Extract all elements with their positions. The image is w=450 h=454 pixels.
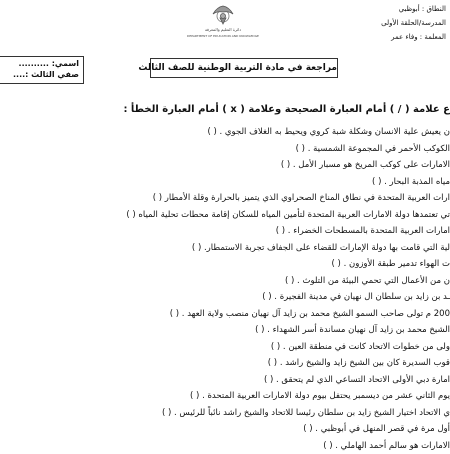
- statement-item[interactable]: ـد بن زايد بن سلطان ال نهيان في مدينة الفجيرة . ( ): [0, 289, 450, 306]
- instruction-heading: ع علامة ( / ) أمام العبارة الصحيحة وعلامة ( x ) أمام العبارة الخطأ :: [123, 104, 450, 115]
- statement-item[interactable]: امارات العربية المتحدة بالمسطحات الخضراء . ( ): [0, 223, 450, 240]
- statement-item[interactable]: ت الهواء تدمير طبقة الأوزون . ( ): [0, 256, 450, 273]
- statement-item[interactable]: لية التي قامت بها دولة الإمارات للقضاء على الجفاف تجربة الاستمطار. ( ): [0, 240, 450, 257]
- student-name-field[interactable]: اسمي: ..........: [1, 58, 79, 69]
- statement-item[interactable]: ي الاتحاد اختيار الشيخ زايد بن سلطان رئيسا للاتحاد والشيخ راشد نائباً للرئيس . ( ): [0, 405, 450, 422]
- statement-item[interactable]: الشيخ محمد بن زايد آل نهيان مساندة أسر الشهداء . ( ): [0, 322, 450, 339]
- student-info-box: [0, 56, 84, 84]
- statement-item[interactable]: ارات العربية المتحدة في نطاق المناخ الصحراوي الذي يتميز بالحرارة وقلة الأمطار ( ): [0, 190, 450, 207]
- statement-item[interactable]: الامارات على كوكب المريخ هو مسبار الأمل . ( ): [0, 157, 450, 174]
- svg-text:دائرة التعليم والمعرفة: دائرة التعليم والمعرفة: [205, 27, 241, 32]
- page-title: مراجعة في مادة التربية الوطنية للصف الثالث: [150, 58, 338, 78]
- teacher-label: المعلمة : وفاء عمر: [336, 30, 446, 44]
- statement-item[interactable]: أول مرة في قصر المنهل في أبوظبي . ( ): [0, 421, 450, 438]
- school-label: المدرسة/الحلقة الأولى: [336, 16, 446, 30]
- statement-list: [0, 124, 450, 454]
- statement-item[interactable]: يوم الثاني عشر من ديسمبر يحتفل بيوم دولة الامارات العربية المتحدة . ( ): [0, 388, 450, 405]
- svg-text:DEPARTMENT OF EDUCATION AND KN: DEPARTMENT OF EDUCATION AND KNOWLEDGE: [187, 34, 259, 38]
- education-department-logo: [178, 2, 268, 40]
- statement-item[interactable]: ن من الأعمال التي تحمي البيئة من التلوث . ( ): [0, 273, 450, 290]
- statement-item[interactable]: تي تعتمدها دولة الامارات العربية المتحدة لتأمين المياه للسكان إقامة محطات تحلية المياه ( ): [0, 207, 450, 224]
- statement-item[interactable]: 200 م تولى صاحب السمو الشيخ محمد بن زايد آل نهيان منصب ولاية العهد . ( ): [0, 306, 450, 323]
- falcon-emblem-icon: [178, 2, 268, 40]
- student-class-field[interactable]: صفي الثالث :....: [1, 69, 79, 80]
- school-header: [336, 2, 446, 44]
- statement-item[interactable]: قوب السديرة كان بين الشيخ زايد والشيخ راشد . ( ): [0, 355, 450, 372]
- statement-item[interactable]: الكوكب الأحمر في المجموعة الشمسية . ( ): [0, 141, 450, 158]
- statement-item[interactable]: الامارات هو سالم أحمد الهاملي . ( ): [0, 438, 450, 454]
- statement-item[interactable]: امارة دبي الأولى الاتحاد التساعي الذي لم يتحقق . ( ): [0, 372, 450, 389]
- statement-item[interactable]: مياه المذبة البحار . ( ): [0, 174, 450, 191]
- statement-item[interactable]: ولى من خطوات الاتحاد كانت في منطقة العين . ( ): [0, 339, 450, 356]
- statement-item[interactable]: ن يعيش علية الانسان وشكلة شبة كروي ويحيط به الغلاف الجوي . ( ): [0, 124, 450, 141]
- region-label: النطاق : أبوظبي: [336, 2, 446, 16]
